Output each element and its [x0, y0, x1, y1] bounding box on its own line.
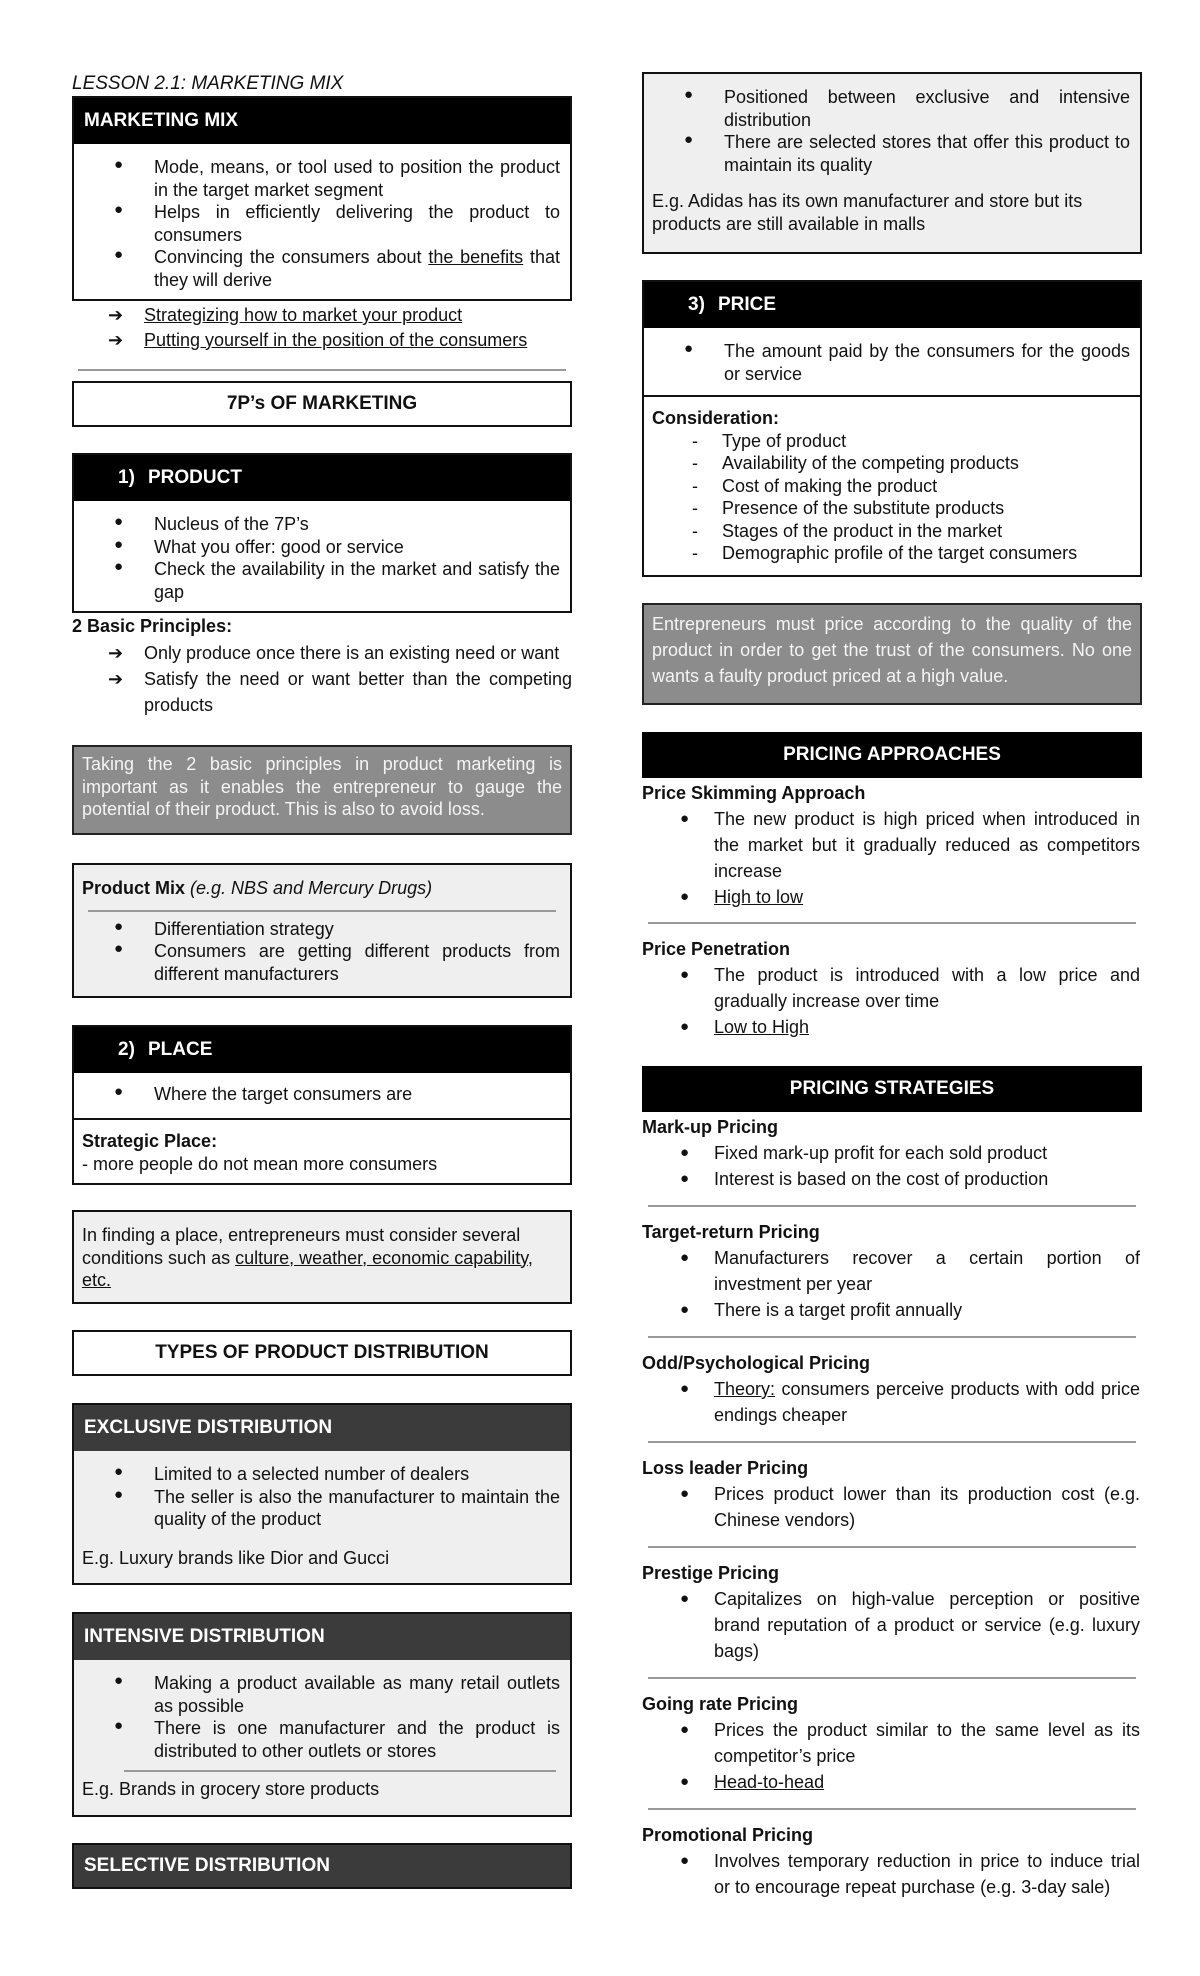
going-rate-pricing: Going rate Pricing ● Prices the product similar to the same level as its competitor’s price ● Head-to-head — [642, 1691, 1142, 1795]
price-bullets — [644, 328, 1140, 395]
marketing-mix-bullets — [74, 144, 570, 291]
price-note: Entrepreneurs must price according to the quality of the product in order to get the trust of the consumers. No one wants a faulty product priced at a high value. — [642, 603, 1142, 705]
list-item: - Cost of making the product — [652, 475, 1132, 498]
divider — [648, 1808, 1136, 1810]
consideration-list — [652, 430, 1132, 565]
list-item: ● Fixed mark-up profit for each sold product — [642, 1140, 1142, 1166]
odd-pricing: Odd/Psychological Pricing ● Theory: consumers perceive products with odd price endings cheaper — [642, 1350, 1142, 1428]
marketing-mix-box — [72, 96, 572, 301]
selective-title: SELECTIVE DISTRIBUTION — [72, 1843, 572, 1889]
list-item: ● Making a product available as many retail outlets as possible — [74, 1672, 570, 1717]
marketing-mix-arrows — [72, 304, 572, 351]
product-note: Taking the 2 basic principles in product marketing is important as it enables the entrepreneur to gauge the potential of their product. This is also to avoid loss. — [72, 745, 572, 835]
price-box — [642, 280, 1142, 577]
list-item: ● There is a target profit annually — [642, 1297, 1142, 1323]
list-item: ● Helps in efficiently delivering the product to consumers — [74, 201, 570, 246]
list-item: ● Head-to-head — [642, 1769, 1142, 1795]
product-mix-bullets — [74, 918, 570, 986]
divider — [648, 1546, 1136, 1548]
list-item: ● The amount paid by the consumers for the goods or service — [644, 340, 1140, 385]
place-title: 2) PLACE — [74, 1027, 570, 1073]
list-item: ● Differentiation strategy — [74, 918, 570, 941]
list-item: - Type of product — [652, 430, 1132, 453]
list-item: - Stages of the product in the market — [652, 520, 1132, 543]
strategic-place: Strategic Place: - more people do not mean more consumers — [74, 1118, 570, 1181]
list-item: ● The product is introduced with a low price and gradually increase over time — [642, 962, 1142, 1014]
list-item: ● Theory: consumers perceive products with odd price endings cheaper — [642, 1376, 1142, 1428]
list-item: ● Positioned between exclusive and intensive distribution — [644, 86, 1140, 131]
place-bullets — [74, 1073, 570, 1118]
list-item: ● The new product is high priced when introduced in the market but it gradually reduced as competitors increase — [642, 806, 1142, 884]
principles-list — [72, 640, 572, 718]
intensive-bullets — [74, 1660, 570, 1762]
list-item: ➔ Only produce once there is an existing need or want — [72, 640, 572, 666]
list-item: ● Limited to a selected number of dealers — [74, 1463, 570, 1486]
product-title: 1) PRODUCT — [74, 455, 570, 501]
list-item: ● Check the availability in the market and satisfy the gap — [74, 558, 570, 603]
list-item: ● Prices product lower than its production cost (e.g. Chinese vendors) — [642, 1481, 1142, 1533]
divider — [124, 1770, 556, 1772]
list-item: ● Where the target consumers are — [74, 1083, 570, 1106]
divider — [648, 1205, 1136, 1207]
exclusive-distribution-box — [72, 1403, 572, 1585]
place-note: In finding a place, entrepreneurs must consider several conditions such as culture, weather, economic capability, etc. — [72, 1210, 572, 1304]
place-box — [72, 1025, 572, 1185]
list-item: ● Consumers are getting different products from different manufacturers — [74, 940, 570, 985]
markup-pricing: Mark-up Pricing ● Fixed mark-up profit for each sold product ● Interest is based on the cost of production — [642, 1114, 1142, 1192]
seven-ps-heading: 7P’s OF MARKETING — [72, 381, 572, 427]
selective-distribution-continued — [642, 72, 1142, 254]
target-return-pricing: Target-return Pricing ● Manufacturers recover a certain portion of investment per year ● There is a target profit annually — [642, 1219, 1142, 1323]
list-item: ➔ Satisfy the need or want better than the competing products — [72, 666, 572, 718]
list-item: ● Manufacturers recover a certain portion of investment per year — [642, 1245, 1142, 1297]
distribution-heading: TYPES OF PRODUCT DISTRIBUTION — [72, 1330, 572, 1376]
list-item: ➔ Strategizing how to market your product — [72, 304, 572, 327]
list-item: ➔ Putting yourself in the position of the consumers — [72, 329, 572, 352]
divider — [88, 910, 556, 912]
product-mix-box — [72, 863, 572, 998]
price-title: 3) PRICE — [644, 282, 1140, 328]
price-skimming: Price Skimming Approach ● The new product is high priced when introduced in the market but it gradually reduced as competitors increase ● High to low — [642, 780, 1142, 910]
divider — [648, 1441, 1136, 1443]
product-box — [72, 453, 572, 613]
promotional-pricing: Promotional Pricing ● Involves temporary reduction in price to induce trial or to encourage repeat purchase (e.g. 3-day sale) — [642, 1822, 1142, 1900]
intensive-distribution-box — [72, 1612, 572, 1817]
list-item: ● Interest is based on the cost of production — [642, 1166, 1142, 1192]
loss-leader-pricing: Loss leader Pricing ● Prices product lower than its production cost (e.g. Chinese vendors) — [642, 1455, 1142, 1533]
list-item: ● Mode, means, or tool used to position the product in the target market segment — [74, 156, 570, 201]
product-bullets — [74, 501, 570, 603]
pricing-strategies-title: PRICING STRATEGIES — [642, 1066, 1142, 1112]
divider — [78, 369, 566, 371]
list-item: ● The seller is also the manufacturer to maintain the quality of the product — [74, 1486, 570, 1531]
list-item: - Availability of the competing products — [652, 452, 1132, 475]
list-item: - Demographic profile of the target consumers — [652, 542, 1132, 565]
list-item: ● Involves temporary reduction in price to induce trial or to encourage repeat purchase (e.g. 3-day sale) — [642, 1848, 1142, 1900]
intensive-example: E.g. Brands in grocery store products — [82, 1779, 380, 1799]
product-mix-heading: Product Mix (e.g. NBS and Mercury Drugs) — [82, 878, 433, 898]
price-penetration: Price Penetration ● The product is introduced with a low price and gradually increase over time ● Low to High — [642, 936, 1142, 1040]
divider — [648, 922, 1136, 924]
list-item: ● Prices the product similar to the same level as its competitor’s price — [642, 1717, 1142, 1769]
selective-example: E.g. Adidas has its own manufacturer and store but its products are still available in malls — [652, 191, 1083, 234]
intensive-title: INTENSIVE DISTRIBUTION — [74, 1614, 570, 1660]
list-item: ● Capitalizes on high-value perception or positive brand reputation of a product or service (e.g. luxury bags) — [642, 1586, 1142, 1664]
marketing-mix-title: MARKETING MIX — [74, 98, 570, 144]
principles-title: 2 Basic Principles: — [72, 616, 233, 636]
exclusive-bullets — [74, 1451, 570, 1531]
divider — [648, 1336, 1136, 1338]
selective-bullets — [644, 74, 1140, 176]
list-item: - Presence of the substitute products — [652, 497, 1132, 520]
prestige-pricing: Prestige Pricing ● Capitalizes on high-value perception or positive brand reputation of a product or service (e.g. luxury bags) — [642, 1560, 1142, 1664]
pricing-approaches-title: PRICING APPROACHES — [642, 732, 1142, 778]
list-item: ● Nucleus of the 7P’s — [74, 513, 570, 536]
exclusive-example: E.g. Luxury brands like Dior and Gucci — [82, 1547, 390, 1568]
price-considerations: Consideration: - Type of product - Availability of the competing products - Cost of making the product - Presence of the substitute products - Stages of the product in the market - Demographic profile of the target consumers — [644, 395, 1140, 571]
list-item: ● What you offer: good or service — [74, 536, 570, 559]
list-item: ● There is one manufacturer and the product is distributed to other outlets or stores — [74, 1717, 570, 1762]
list-item: ● Low to High — [642, 1014, 1142, 1040]
divider — [648, 1677, 1136, 1679]
list-item: ● High to low — [642, 884, 1142, 910]
list-item: ● Convincing the consumers about the benefits that they will derive — [74, 246, 570, 291]
exclusive-title: EXCLUSIVE DISTRIBUTION — [74, 1405, 570, 1451]
lesson-title: LESSON 2.1: MARKETING MIX — [72, 73, 344, 94]
list-item: ● There are selected stores that offer this product to maintain its quality — [644, 131, 1140, 176]
